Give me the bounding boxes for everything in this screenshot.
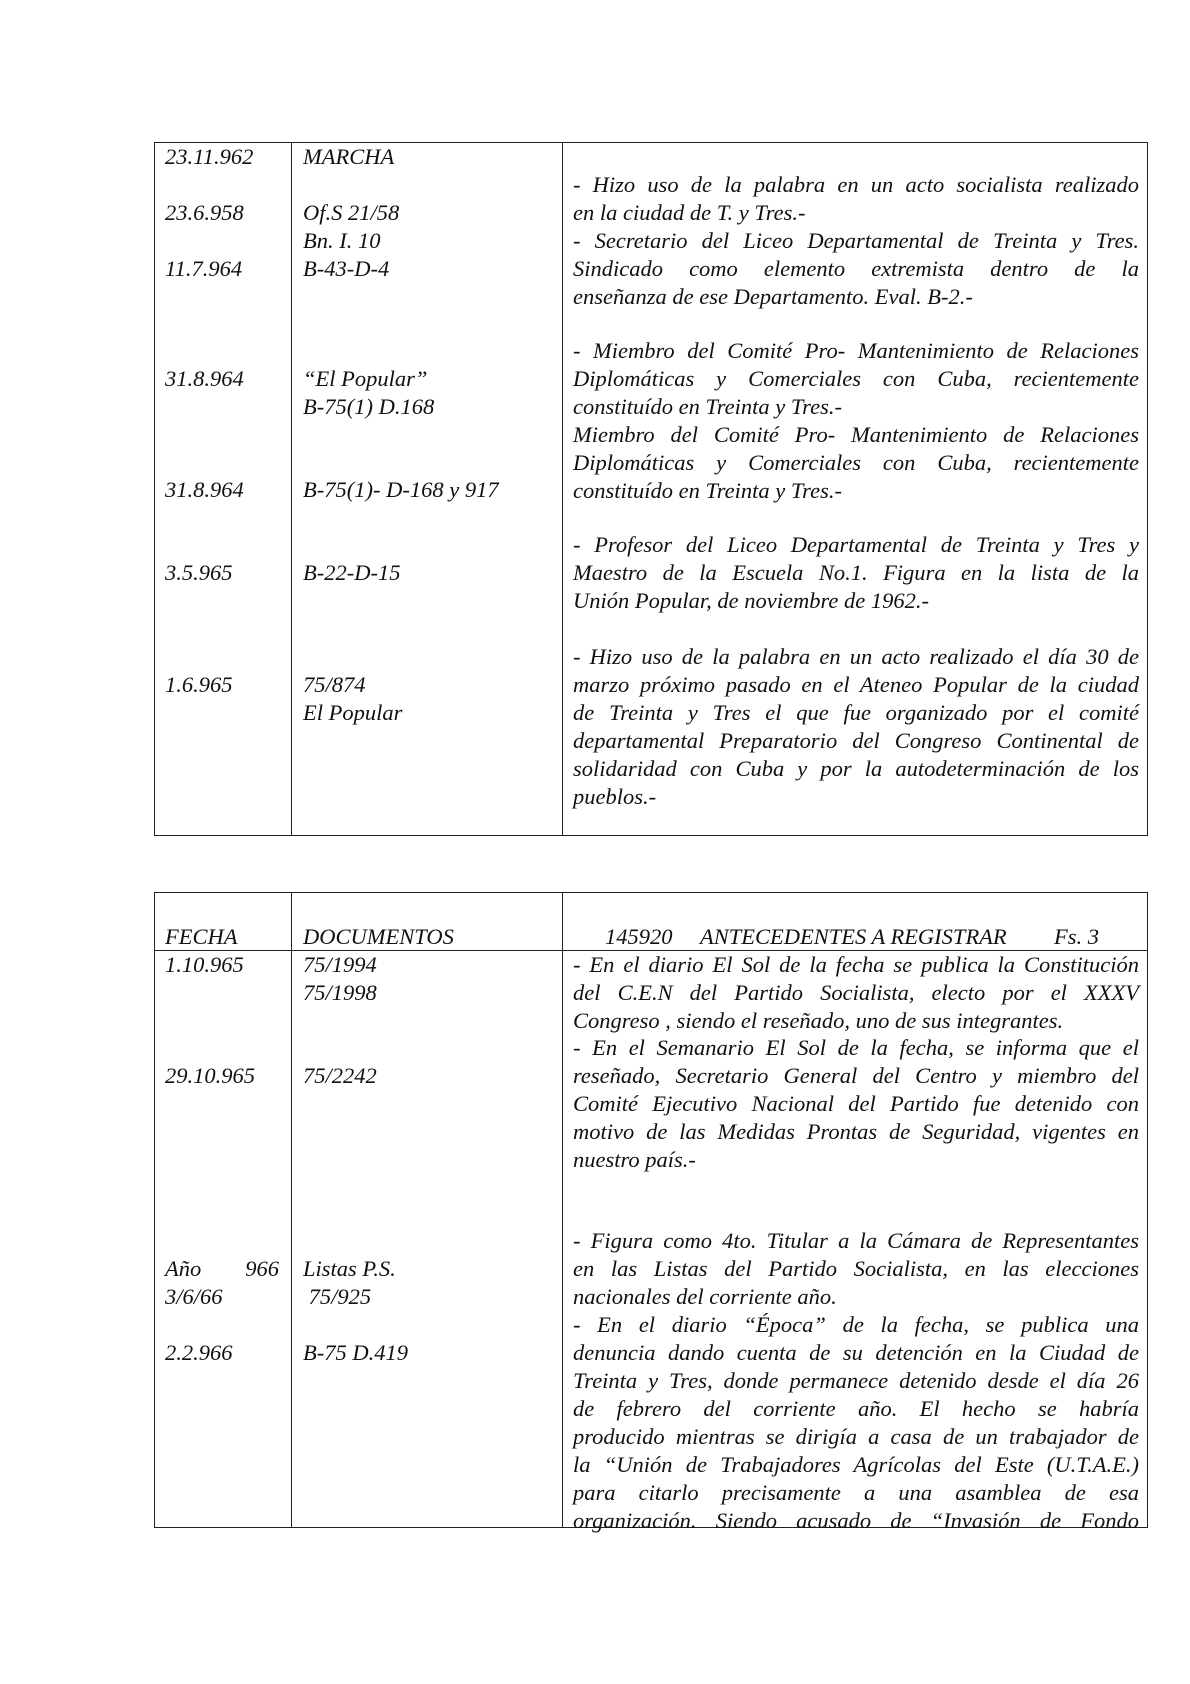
entry-line: Comité Ejecutivo Nacional del Partido fue detenido con bbox=[573, 1091, 1139, 1116]
date-cell: 31.8.964 bbox=[165, 477, 244, 502]
document-cell: 75/1998 bbox=[303, 980, 377, 1005]
record-entry bbox=[573, 643, 1139, 811]
entry-line: Unión Popular, de noviembre de 1962.- bbox=[573, 588, 929, 613]
entry-line: - En el diario El Sol de la fecha se publica la Constitución bbox=[573, 952, 1139, 977]
entry-line: en la ciudad de T. y Tres.- bbox=[573, 200, 806, 225]
document-cell: 75/874 bbox=[303, 672, 366, 697]
entry-line: de febrero del corriente año. El hecho se habría bbox=[573, 1396, 1139, 1421]
record-entry bbox=[573, 421, 1139, 505]
entry-line: Diplomáticas y Comerciales con Cuba, recientemente bbox=[573, 450, 1139, 475]
entry-line: - Secretario del Liceo Departamental de Treinta y Tres. bbox=[573, 228, 1139, 253]
header-folio: Fs. 3 bbox=[1054, 924, 1099, 949]
document-cell: B-43-D-4 bbox=[303, 256, 390, 281]
record-entry bbox=[573, 1227, 1139, 1311]
document-cell: 75/1994 bbox=[303, 952, 377, 977]
entry-line: - Hizo uso de la palabra en un acto socialista realizado bbox=[573, 172, 1139, 197]
record-entry bbox=[573, 337, 1139, 421]
date-cell: 31.8.964 bbox=[165, 366, 244, 391]
document-cell: 75/925 bbox=[303, 1284, 372, 1309]
document-cell: “El Popular” bbox=[303, 366, 428, 391]
document-cell: 75/2242 bbox=[303, 1063, 377, 1088]
date-cell: 29.10.965 bbox=[165, 1063, 255, 1088]
header-record-number: 145920 bbox=[605, 924, 673, 949]
entry-line: - En el diario “Época” de la fecha, se publica una bbox=[573, 1312, 1139, 1337]
entry-line: enseñanza de ese Departamento. Eval. B-2.- bbox=[573, 284, 973, 309]
entry-line: organización. Siendo acusado de “Invasión de Fondo bbox=[573, 1508, 1139, 1533]
record-entry bbox=[573, 227, 1139, 311]
entry-line: Maestro de la Escuela No.1. Figura en la lista de la bbox=[573, 560, 1139, 585]
record-entry bbox=[573, 171, 1139, 227]
entry-line: denuncia dando cuenta de su detención en la Ciudad de bbox=[573, 1340, 1139, 1365]
date-cell: 23.6.958 bbox=[165, 200, 244, 225]
entry-line: para citarlo precisamente a una asamblea de esa bbox=[573, 1480, 1139, 1505]
document-cell: El Popular bbox=[303, 700, 403, 725]
date-cell: 3/6/66 bbox=[165, 1284, 223, 1309]
entry-line: departamental Preparatorio del Congreso Continental de bbox=[573, 728, 1139, 753]
date-cell: 23.11.962 bbox=[165, 144, 254, 169]
entry-line: solidaridad con Cuba y por la autodeterminación de los bbox=[573, 756, 1139, 781]
document-cell: B-75(1)- D-168 y 917 bbox=[303, 477, 499, 502]
entry-line: de Treinta y Tres el que fue organizado por el comité bbox=[573, 700, 1139, 725]
document-cell: Of.S 21/58 bbox=[303, 200, 400, 225]
record-entry bbox=[573, 531, 1139, 615]
document-cell: Bn. I. 10 bbox=[303, 228, 381, 253]
record-table-2 bbox=[154, 892, 1148, 1533]
document-cell: Listas P.S. bbox=[303, 1256, 396, 1281]
column-divider bbox=[291, 143, 292, 835]
document-cell: B-22-D-15 bbox=[303, 560, 401, 585]
document-cell: B-75 D.419 bbox=[303, 1340, 408, 1365]
date-cell: 11.7.964 bbox=[165, 256, 243, 281]
entry-line: - Figura como 4to. Titular a la Cámara de Representantes bbox=[573, 1228, 1139, 1253]
date-cell: 1.10.965 bbox=[165, 952, 244, 977]
document-cell: B-75(1) D.168 bbox=[303, 394, 435, 419]
entry-line: Sindicado como elemento extremista dentro de la bbox=[573, 256, 1139, 281]
record-entry bbox=[573, 1311, 1139, 1535]
year-label: Año bbox=[165, 1256, 202, 1281]
record-entry bbox=[573, 951, 1139, 1035]
entry-line: Diplomáticas y Comerciales con Cuba, recientemente bbox=[573, 366, 1139, 391]
year-value: 966 bbox=[245, 1256, 279, 1281]
entry-line: constituído en Treinta y Tres.- bbox=[573, 394, 842, 419]
entry-line: - En el Semanario El Sol de la fecha, se informa que el bbox=[573, 1035, 1139, 1060]
entry-line: marzo próximo pasado en el Ateneo Popular de la ciudad bbox=[573, 672, 1139, 697]
entry-line: del C.E.N del Partido Socialista, electo por el XXXV bbox=[573, 980, 1139, 1005]
entry-line: - Profesor del Liceo Departamental de Treinta y Tres y bbox=[573, 532, 1139, 557]
document-cell: MARCHA bbox=[303, 144, 395, 169]
entry-line: - Miembro del Comité Pro- Mantenimiento de Relaciones bbox=[573, 338, 1139, 363]
record-table-1 bbox=[154, 142, 1148, 836]
entry-line: reseñado, Secretario General del Centro y miembro del bbox=[573, 1063, 1139, 1088]
entry-line: la “Unión de Trabajadores Agrícolas del Este (U.T.A.E.) bbox=[573, 1452, 1139, 1477]
header-fecha: FECHA bbox=[165, 924, 238, 949]
entry-line: Congreso , siendo el reseñado, uno de sus integrantes. bbox=[573, 1008, 1064, 1033]
header-documentos: DOCUMENTOS bbox=[303, 924, 454, 949]
header-antecedentes: ANTECEDENTES A REGISTRAR bbox=[700, 924, 1007, 949]
entry-line: Miembro del Comité Pro- Mantenimiento de Relaciones bbox=[573, 422, 1139, 447]
date-cell bbox=[165, 1255, 279, 1283]
entry-line: nacionales del corriente año. bbox=[573, 1284, 837, 1309]
entry-line: nuestro país.- bbox=[573, 1147, 696, 1172]
column-divider bbox=[562, 893, 563, 1527]
entry-line: motivo de las Medidas Prontas de Seguridad, vigentes en bbox=[573, 1119, 1139, 1144]
record-entry bbox=[573, 1034, 1139, 1174]
date-cell: 2.2.966 bbox=[165, 1340, 233, 1365]
entry-line: producido mientras se dirigía a casa de un trabajador de bbox=[573, 1424, 1139, 1449]
column-divider bbox=[562, 143, 563, 835]
entry-line: constituído en Treinta y Tres.- bbox=[573, 478, 842, 503]
entry-line: en las Listas del Partido Socialista, en las elecciones bbox=[573, 1256, 1139, 1281]
entry-line: Treinta y Tres, donde permanece detenido desde el día 26 bbox=[573, 1368, 1139, 1393]
entry-line: - Hizo uso de la palabra en un acto realizado el día 30 de bbox=[573, 644, 1139, 669]
entry-line: pueblos.- bbox=[573, 784, 657, 809]
date-cell: 1.6.965 bbox=[165, 672, 233, 697]
date-cell: 3.5.965 bbox=[165, 560, 233, 585]
column-divider bbox=[291, 893, 292, 1527]
